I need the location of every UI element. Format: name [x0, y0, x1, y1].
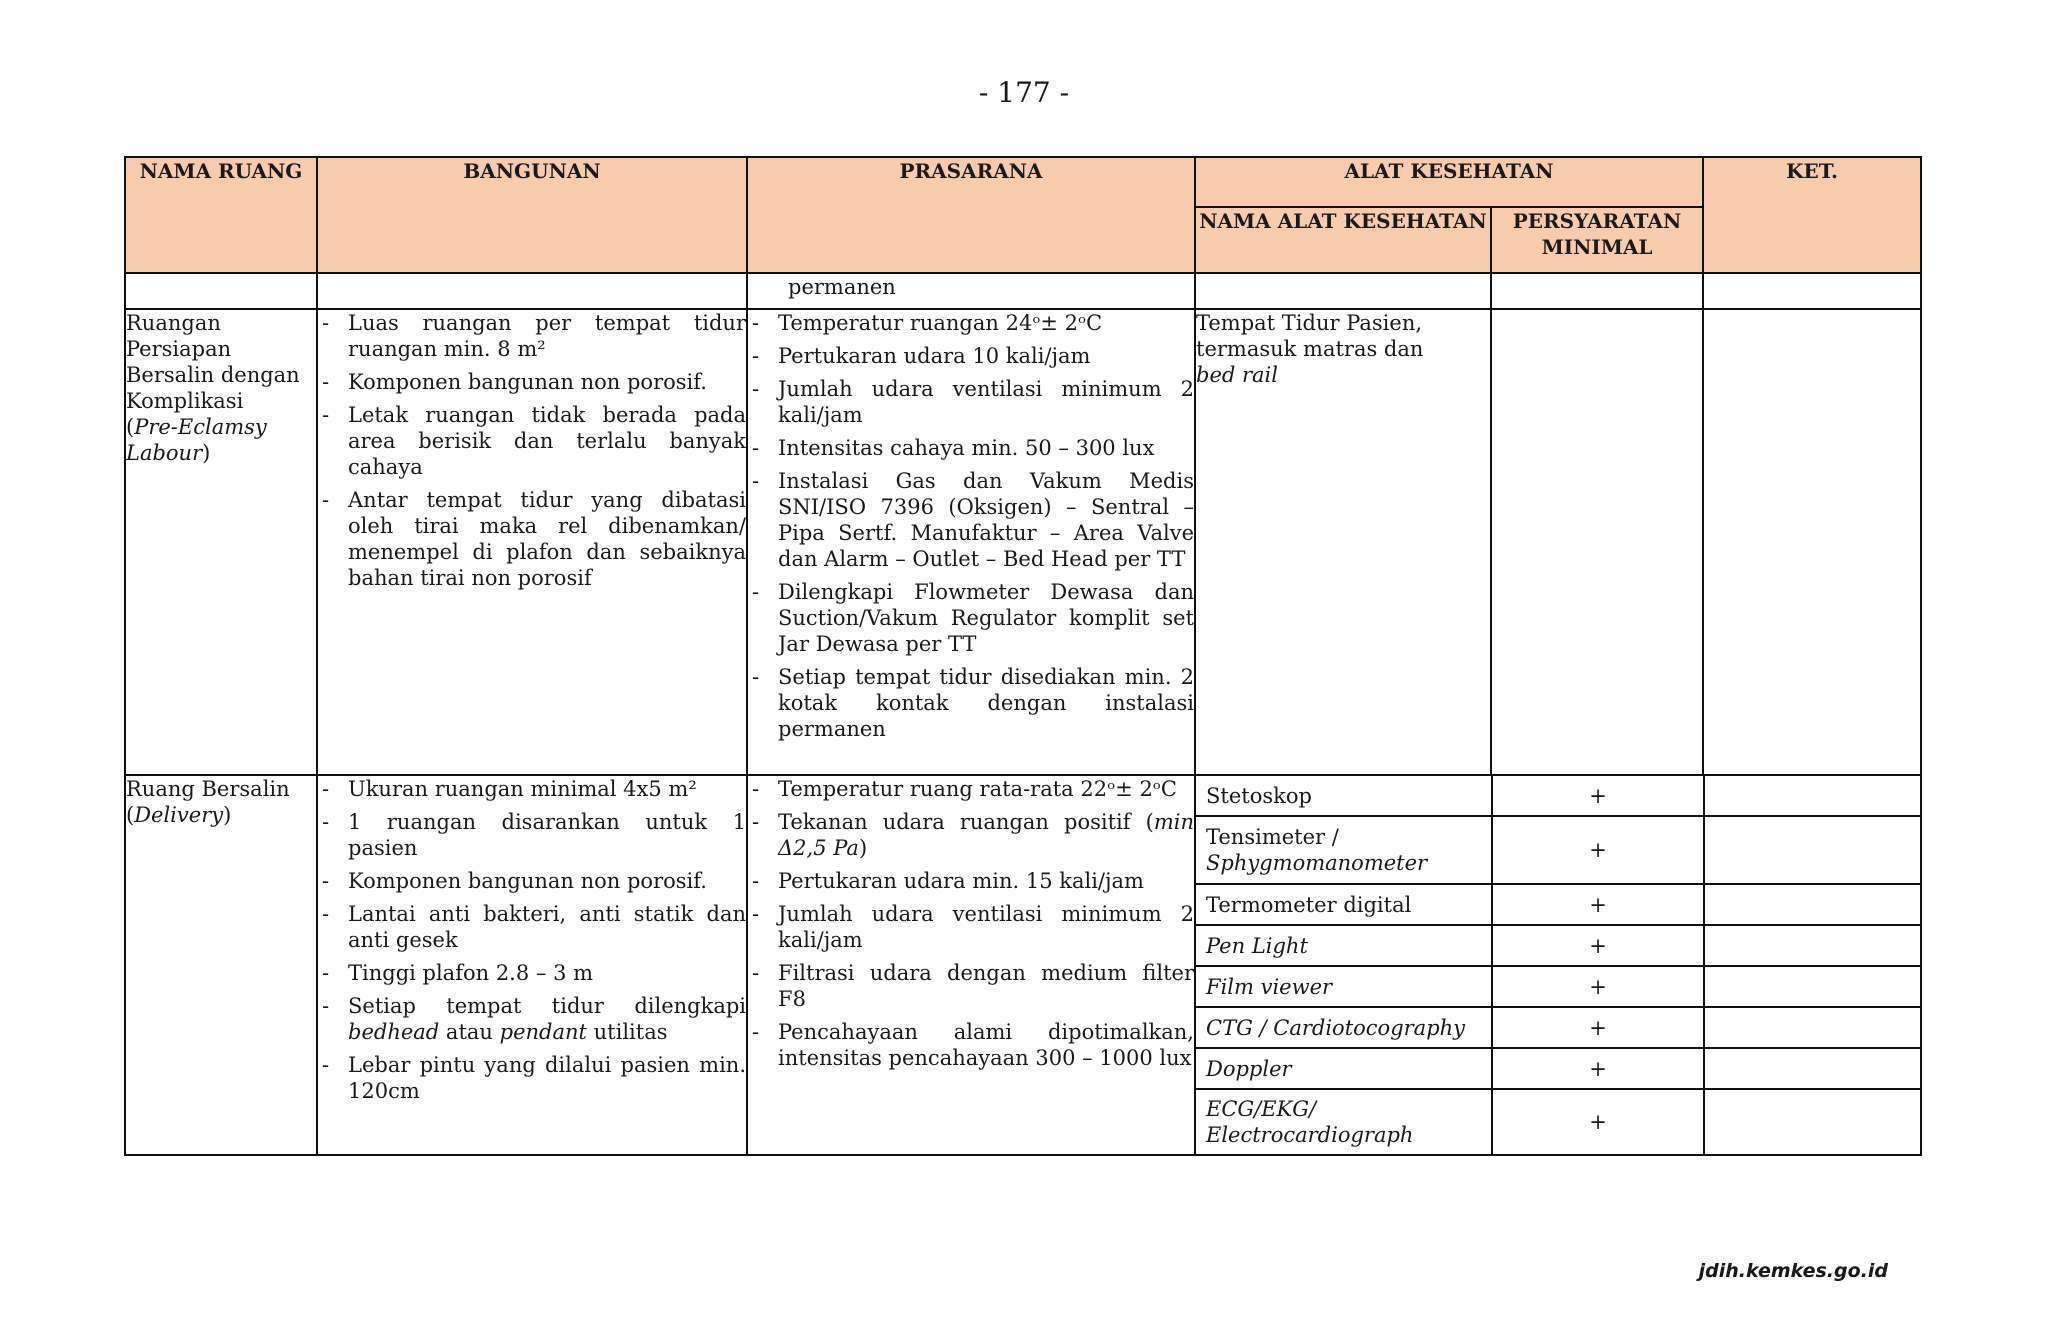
- room-name: Ruangan Persiapan Bersalin dengan Komplikasi (Pre-Eclamsy Labour): [125, 309, 317, 775]
- list-item: - Jumlah udara ventilasi minimum 2 kali/jam: [748, 376, 1194, 428]
- equipment-req: +: [1492, 925, 1704, 966]
- header-alat-kesehatan: ALAT KESEHATAN: [1195, 157, 1703, 207]
- header-nama-ruang: NAMA RUANG: [125, 157, 317, 273]
- equipment-row: [1196, 925, 1922, 966]
- list-item: - Ukuran ruangan minimal 4x5 m²: [318, 776, 746, 802]
- list-item: - Komponen bangunan non porosif.: [318, 369, 746, 395]
- header-persyaratan: PERSYARATAN MINIMAL: [1491, 207, 1703, 273]
- equipment-row: [1196, 884, 1922, 925]
- equipment-req: +: [1492, 816, 1704, 884]
- list-item: - Setiap tempat tidur dilengkapi bedhead atau pendant utilitas: [318, 993, 746, 1045]
- cont-alat: [1195, 273, 1491, 309]
- persyaratan-cell: [1491, 309, 1703, 775]
- bangunan-cell: [317, 309, 747, 775]
- equipment-ket: [1704, 884, 1922, 925]
- header-prasarana: PRASARANA: [747, 157, 1195, 273]
- list-item: - Komponen bangunan non porosif.: [318, 868, 746, 894]
- list-item: - Antar tempat tidur yang dibatasi oleh tirai maka rel dibenamkan/ menempel di plafon dan sebaiknya bahan tirai non porosif: [318, 487, 746, 591]
- list-item: - Pertukaran udara min. 15 kali/jam: [748, 868, 1194, 894]
- page-number: - 177 -: [978, 76, 1070, 109]
- requirements-table: [124, 156, 1922, 1156]
- table-row: [125, 309, 1921, 775]
- bangunan-cell: [317, 775, 747, 1155]
- equipment-name: Tensimeter / Sphygmomanometer: [1196, 816, 1492, 884]
- cont-bangunan: [317, 273, 747, 309]
- equipment-ket: [1704, 816, 1922, 884]
- equipment-name: Termometer digital: [1196, 884, 1492, 925]
- list-item: - Temperatur ruangan 24ᵒ± 2ᵒC: [748, 310, 1194, 336]
- equipment-req: +: [1492, 1089, 1704, 1154]
- table-row: [125, 775, 1921, 1155]
- header-ket: KET.: [1703, 157, 1921, 273]
- list-item: - Instalasi Gas dan Vakum Medis SNI/ISO 7396 (Oksigen) – Sentral – Pipa Sertf. Manufaktur – Area Valve dan Alarm – Outlet – Bed Head per TT: [748, 468, 1194, 572]
- list-item: - Dilengkapi Flowmeter Dewasa dan Suction/Vakum Regulator komplit set Jar Dewasa per TT: [748, 579, 1194, 657]
- equipment-ket: [1704, 1089, 1922, 1154]
- footer-source-link[interactable]: jdih.kemkes.go.id: [1698, 1260, 1888, 1282]
- equipment-ket: [1704, 776, 1922, 816]
- equipment-row: [1196, 1007, 1922, 1048]
- equipment-req: +: [1492, 1048, 1704, 1089]
- list-item: - Pencahayaan alami dipotimalkan, intensitas pencahayaan 300 – 1000 lux: [748, 1019, 1194, 1071]
- equipment-ket: [1704, 1048, 1922, 1089]
- cont-prasarana: permanen: [747, 273, 1195, 309]
- equipment-row: [1196, 966, 1922, 1007]
- equipment-table: [1196, 776, 1922, 1154]
- list-item: - Pertukaran udara 10 kali/jam: [748, 343, 1194, 369]
- equipment-req: +: [1492, 776, 1704, 816]
- list-item: - Intensitas cahaya min. 50 – 300 lux: [748, 435, 1194, 461]
- equipment-ket: [1704, 966, 1922, 1007]
- list-item: - Tinggi plafon 2.8 – 3 m: [318, 960, 746, 986]
- ket-cell: [1703, 309, 1921, 775]
- equipment-row: [1196, 1089, 1922, 1154]
- equipment-name: Pen Light: [1196, 925, 1492, 966]
- equipment-name: ECG/EKG/ Electrocardiograph: [1196, 1089, 1492, 1154]
- list-item: - 1 ruangan disarankan untuk 1 pasien: [318, 809, 746, 861]
- alat-cell: Tempat Tidur Pasien, termasuk matras dan bed rail: [1195, 309, 1491, 775]
- equipment-ket: [1704, 925, 1922, 966]
- cont-persyaratan: [1491, 273, 1703, 309]
- equipment-req: +: [1492, 966, 1704, 1007]
- list-item: - Tekanan udara ruangan positif (min Δ2,5 Pa): [748, 809, 1194, 861]
- equipment-row: [1196, 1048, 1922, 1089]
- header-bangunan: BANGUNAN: [317, 157, 747, 273]
- list-item: - Lebar pintu yang dilalui pasien min. 120cm: [318, 1052, 746, 1104]
- equipment-req: +: [1492, 1007, 1704, 1048]
- prasarana-cell: [747, 775, 1195, 1155]
- equipment-name: CTG / Cardiotocography: [1196, 1007, 1492, 1048]
- equipment-name: Doppler: [1196, 1048, 1492, 1089]
- equipment-cell: [1195, 775, 1921, 1155]
- room-name-italic: Pre-Eclamsy Labour: [126, 415, 267, 465]
- equipment-name: Stetoskop: [1196, 776, 1492, 816]
- list-item: - Jumlah udara ventilasi minimum 2 kali/jam: [748, 901, 1194, 953]
- list-item: - Letak ruangan tidak berada pada area berisik dan terlalu banyak cahaya: [318, 402, 746, 480]
- list-item: - Filtrasi udara dengan medium filter F8: [748, 960, 1194, 1012]
- list-item: - Lantai anti bakteri, anti statik dan anti gesek: [318, 901, 746, 953]
- equipment-name: Film viewer: [1196, 966, 1492, 1007]
- cont-ket: [1703, 273, 1921, 309]
- equipment-ket: [1704, 1007, 1922, 1048]
- equipment-row: [1196, 776, 1922, 816]
- prasarana-cell: [747, 309, 1195, 775]
- list-item: - Luas ruangan per tempat tidur ruangan min. 8 m²: [318, 310, 746, 362]
- cont-nama-ruang: [125, 273, 317, 309]
- header-nama-alat: NAMA ALAT KESEHATAN: [1195, 207, 1491, 273]
- room-name: Ruang Bersalin (Delivery): [125, 775, 317, 1155]
- equipment-req: +: [1492, 884, 1704, 925]
- list-item: - Setiap tempat tidur disediakan min. 2 kotak kontak dengan instalasi permanen: [748, 664, 1194, 742]
- list-item: - Temperatur ruang rata-rata 22ᵒ± 2ᵒC: [748, 776, 1194, 802]
- equipment-row: [1196, 816, 1922, 884]
- room-name-italic: Delivery: [134, 803, 224, 827]
